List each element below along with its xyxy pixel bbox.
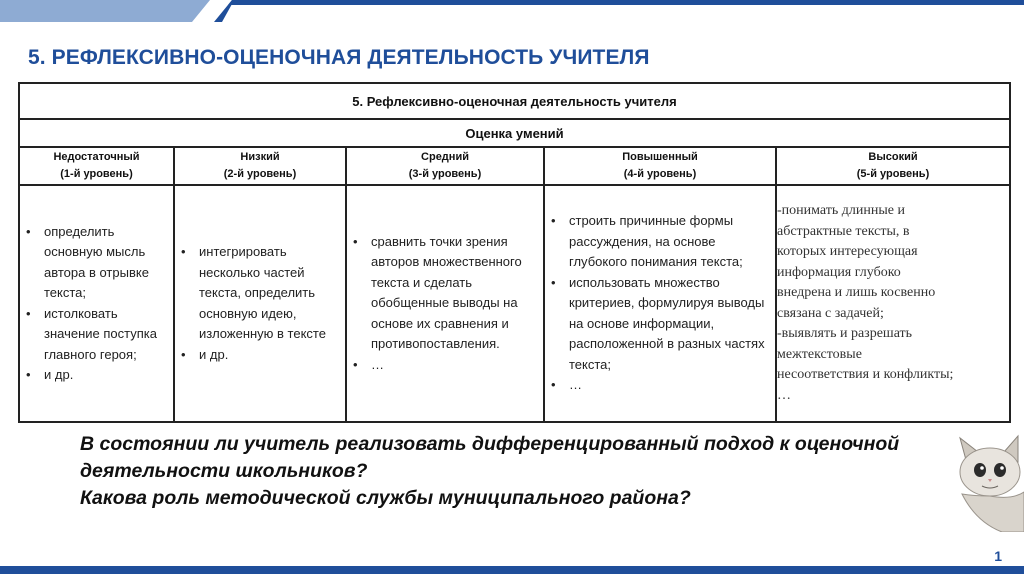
list-item: • определить основную мысль автора в отрывке текста; (44, 222, 173, 304)
list-item: • … (371, 355, 543, 376)
cat-illustration-icon (952, 432, 1024, 532)
question-2: Какова роль методической службы муниципального района? (80, 487, 691, 509)
level-3-cell (346, 185, 544, 422)
list-item: • истолковать значение поступка главного героя; (44, 304, 173, 366)
list-item: • сравнить точки зрения авторов множественного текста и сделать обобщенные выводы на основе их сравнения и противопоставления. (371, 232, 543, 355)
level-header-2: Низкий (2-й уровень) (174, 147, 346, 185)
level-4-cell (544, 185, 776, 422)
list-item: • … (569, 375, 775, 396)
text-line: -выявлять и разрешать (777, 326, 913, 341)
list-item: • использовать множество критериев, формулируя выводы на основе информации, расположенной в разных частях текста; (569, 273, 775, 376)
levels-row (19, 147, 1010, 185)
list-item: • и др. (44, 365, 173, 386)
list-item: • и др. (199, 345, 345, 366)
page-number: 1 (994, 548, 1002, 564)
text-line: … (777, 387, 791, 403)
table-title-row (19, 83, 1010, 119)
text-line: связана с задачей; (777, 305, 884, 321)
level-5-cell (776, 185, 1010, 422)
level-header-4: Повышенный (4-й уровень) (544, 147, 776, 185)
level-header-5: Высокий (5-й уровень) (776, 147, 1010, 185)
level-header-3: Средний (3-й уровень) (346, 147, 544, 185)
text-line: внедрена и лишь косвенно (777, 285, 936, 300)
text-line: которых интересующая (777, 244, 918, 259)
slide-title: 5. РЕФЛЕКСИВНО-ОЦЕНОЧНАЯ ДЕЯТЕЛЬНОСТЬ УЧИТЕЛЯ (28, 46, 650, 69)
bottom-bar (0, 566, 1024, 574)
assessment-table (18, 82, 1011, 423)
text-line: несоответствия и конфликты; (777, 367, 954, 382)
text-line: информация глубоко (777, 264, 901, 280)
top-bar-shape (0, 0, 1024, 26)
text-line: межтекстовые (777, 346, 862, 362)
level-1-cell (19, 185, 174, 422)
table-subheader: Оценка умений (19, 119, 1010, 147)
text-line: -понимать длинные и (777, 203, 905, 218)
level-header-1: Недостаточный (1-й уровень) (19, 147, 174, 185)
table-header: 5. Рефлексивно-оценочная деятельность учителя (19, 83, 1010, 119)
text-line: абстрактные тексты, в (777, 223, 910, 239)
content-row (19, 185, 1010, 422)
list-item: • интегрировать несколько частей текста, определить основную идею, изложенную в тексте (199, 242, 345, 345)
list-item: • строить причинные формы рассуждения, на основе глубокого понимания текста; (569, 211, 775, 273)
table-subheader-row (19, 119, 1010, 147)
question-1: В состоянии ли учитель реализовать дифференцированный подход к оценочной деятельности школьников? (80, 433, 900, 482)
level-2-cell (174, 185, 346, 422)
discussion-questions (80, 431, 950, 512)
top-decorative-bar (0, 0, 1024, 26)
